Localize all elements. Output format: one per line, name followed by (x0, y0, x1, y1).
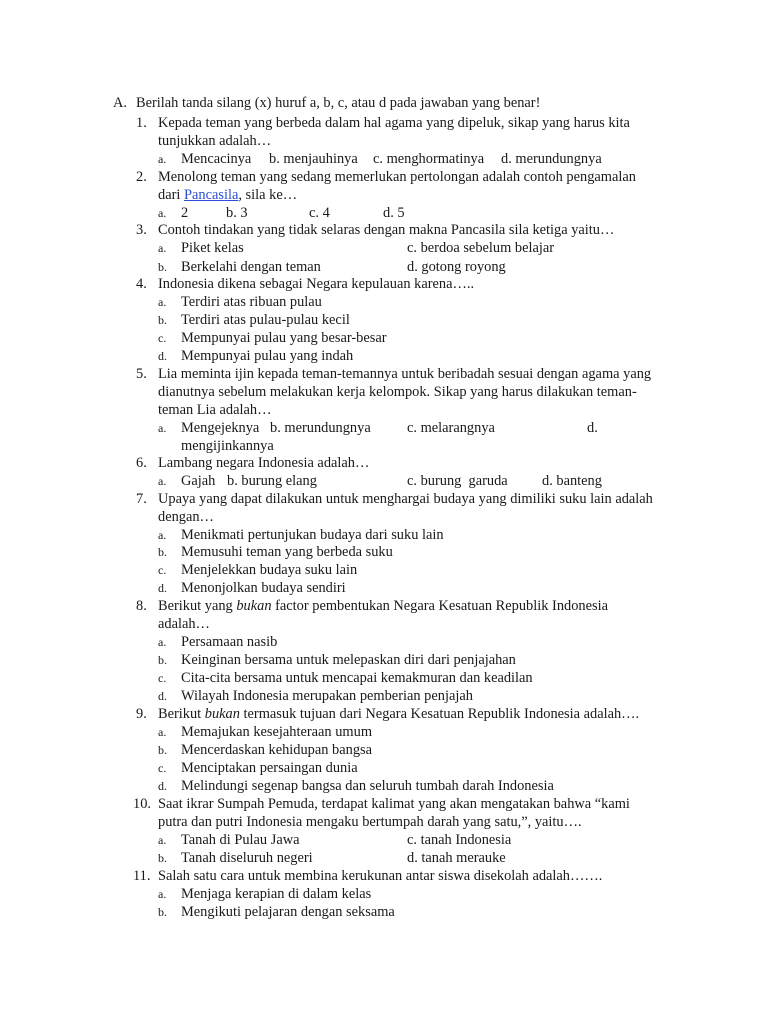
question-text-line: Indonesia dikena sebagai Negara kepulauan karena….. (158, 276, 475, 292)
option-b: b. menjauhinya (269, 151, 358, 167)
option-a: Memajukan kesejahteraan umum (181, 724, 373, 740)
option-b: Berkelahi dengan teman (181, 259, 321, 275)
question-text-fragment: factor pembentukan Negara Kesatuan Republik Indonesia (271, 598, 608, 614)
option-c: Cita-cita bersama untuk mencapai kemakmuran dan keadilan (181, 670, 533, 686)
option-marker: b. (158, 545, 167, 559)
option-marker: c. (158, 671, 167, 685)
question-text-line: Lambang negara Indonesia adalah… (158, 455, 370, 471)
question-text-line: dengan… (158, 509, 214, 525)
option-marker: c. (158, 761, 167, 775)
option-a: Terdiri atas ribuan pulau (181, 294, 322, 310)
option-a: Menjaga kerapian di dalam kelas (181, 886, 372, 902)
option-marker: a. (158, 528, 167, 542)
option-b: b. 3 (226, 205, 248, 221)
question-text-line (158, 597, 608, 615)
question-number: 9. (136, 706, 147, 722)
option-marker: b. (158, 851, 167, 865)
option-marker: b. (158, 653, 167, 667)
option-marker: a. (158, 887, 167, 901)
question-number: 6. (136, 455, 147, 471)
option-a: Mencacinya (181, 151, 252, 167)
question-number: 1. (136, 115, 147, 131)
option-d: Melindungi segenap bangsa dan seluruh tumbah darah Indonesia (181, 778, 554, 794)
question-number: 4. (136, 276, 147, 292)
option-marker: a. (158, 421, 167, 435)
option-c: c. berdoa sebelum belajar (407, 240, 555, 256)
option-marker: d. (158, 689, 167, 703)
option-marker: a. (158, 241, 167, 255)
option-d: Menonjolkan budaya sendiri (181, 580, 346, 596)
question-text-fragment: , sila ke… (238, 187, 298, 203)
option-d: d. (587, 420, 598, 436)
question-number: 2. (136, 169, 147, 185)
option-d: d. tanah merauke (407, 850, 506, 866)
question-text-line (158, 186, 297, 204)
option-c: Mempunyai pulau yang besar-besar (181, 330, 387, 346)
option-c: c. melarangnya (407, 420, 495, 436)
option-c: Menciptakan persaingan dunia (181, 760, 358, 776)
section-marker: A. (113, 95, 127, 111)
option-a: Piket kelas (181, 240, 244, 256)
question-text-line: Saat ikrar Sumpah Pemuda, terdapat kalimat yang akan mengatakan bahwa “kami (158, 796, 630, 812)
question-text-line: Contoh tindakan yang tidak selaras dengan makna Pancasila sila ketiga yaitu… (158, 222, 615, 238)
question-number: 11. (133, 868, 151, 884)
option-marker: d. (158, 581, 167, 595)
option-b: Mengikuti pelajaran dengan seksama (181, 904, 395, 920)
option-marker: b. (158, 260, 167, 274)
option-marker: a. (158, 295, 167, 309)
question-number: 5. (136, 366, 147, 382)
option-marker: d. (158, 779, 167, 793)
option-marker: c. (158, 563, 167, 577)
option-c: c. 4 (309, 205, 330, 221)
option-b: Memusuhi teman yang berbeda suku (181, 544, 393, 560)
option-a: 2 (181, 205, 189, 221)
option-d-continued: mengijinkannya (181, 438, 274, 454)
question-text-line: Salah satu cara untuk membina kerukunan antar siswa disekolah adalah……. (158, 868, 603, 884)
option-b: Terdiri atas pulau-pulau kecil (181, 312, 350, 328)
option-c: c. tanah Indonesia (407, 832, 512, 848)
option-marker: a. (158, 152, 167, 166)
emphasis-word: bukan (204, 706, 240, 722)
option-a: Persamaan nasib (181, 634, 278, 650)
option-a: Mengejeknya (181, 420, 260, 436)
option-c: c. menghormatinya (373, 151, 485, 167)
pancasila-link[interactable]: Pancasila (183, 187, 239, 203)
option-marker: a. (158, 725, 167, 739)
option-marker: b. (158, 743, 167, 757)
option-d: Wilayah Indonesia merupakan pemberian penjajah (181, 688, 473, 704)
question-text-line: Kepada teman yang berbeda dalam hal agama yang dipeluk, sikap yang harus kita (158, 115, 630, 131)
section-instruction: Berilah tanda silang (x) huruf a, b, c, atau d pada jawaban yang benar! (136, 95, 541, 111)
option-d: d. merundungnya (501, 151, 602, 167)
option-c: Menjelekkan budaya suku lain (181, 562, 358, 578)
option-a: Gajah (181, 473, 216, 489)
question-text-line: adalah… (158, 616, 210, 632)
question-number: 7. (136, 491, 147, 507)
option-b: b. merundungnya (270, 420, 371, 436)
option-d: Mempunyai pulau yang indah (181, 348, 354, 364)
option-marker: a. (158, 206, 167, 220)
question-text-fragment: termasuk tujuan dari Negara Kesatuan Republik Indonesia adalah…. (239, 706, 640, 722)
option-b: b. burung elang (227, 473, 317, 489)
option-marker: c. (158, 331, 167, 345)
question-text-line: Menolong teman yang sedang memerlukan pertolongan adalah contoh pengamalan (158, 169, 636, 185)
option-marker: a. (158, 833, 167, 847)
question-number: 8. (136, 598, 147, 614)
option-d: d. 5 (383, 205, 405, 221)
question-text-line: tunjukkan adalah… (158, 133, 272, 149)
question-text-line: dianutnya sebelum melakukan kerja kelompok. Sikap yang harus dilakukan teman- (158, 384, 637, 400)
option-a: Menikmati pertunjukan budaya dari suku lain (181, 527, 444, 543)
question-text-fragment: dari (158, 187, 184, 203)
option-marker: a. (158, 474, 167, 488)
option-d: d. banteng (542, 473, 602, 489)
question-text-line: teman Lia adalah… (158, 402, 272, 418)
question-number: 10. (133, 796, 151, 812)
option-marker: b. (158, 905, 167, 919)
question-text-fragment: Berikut (158, 706, 205, 722)
option-b: Mencerdaskan kehidupan bangsa (181, 742, 373, 758)
option-c: c. burung garuda (407, 473, 508, 489)
option-b: Keinginan bersama untuk melepaskan diri dari penjajahan (181, 652, 516, 668)
question-text-line: Lia meminta ijin kepada teman-temannya untuk beribadah sesuai dengan agama yang (158, 366, 652, 382)
question-text-line: Upaya yang dapat dilakukan untuk menghargai budaya yang dimiliki suku lain adalah (158, 491, 653, 507)
option-marker: d. (158, 349, 167, 363)
option-marker: b. (158, 313, 167, 327)
option-a: Tanah di Pulau Jawa (181, 832, 300, 848)
question-text-line (158, 705, 639, 723)
option-b: Tanah diseluruh negeri (181, 850, 313, 866)
question-text-fragment: Berikut yang (158, 598, 237, 614)
option-marker: a. (158, 635, 167, 649)
question-text-line: putra dan putri Indonesia mengaku bertumpah darah yang satu,”, yaitu…. (158, 814, 582, 830)
emphasis-word: bukan (236, 598, 272, 614)
question-number: 3. (136, 222, 147, 238)
option-d: d. gotong royong (407, 259, 506, 275)
